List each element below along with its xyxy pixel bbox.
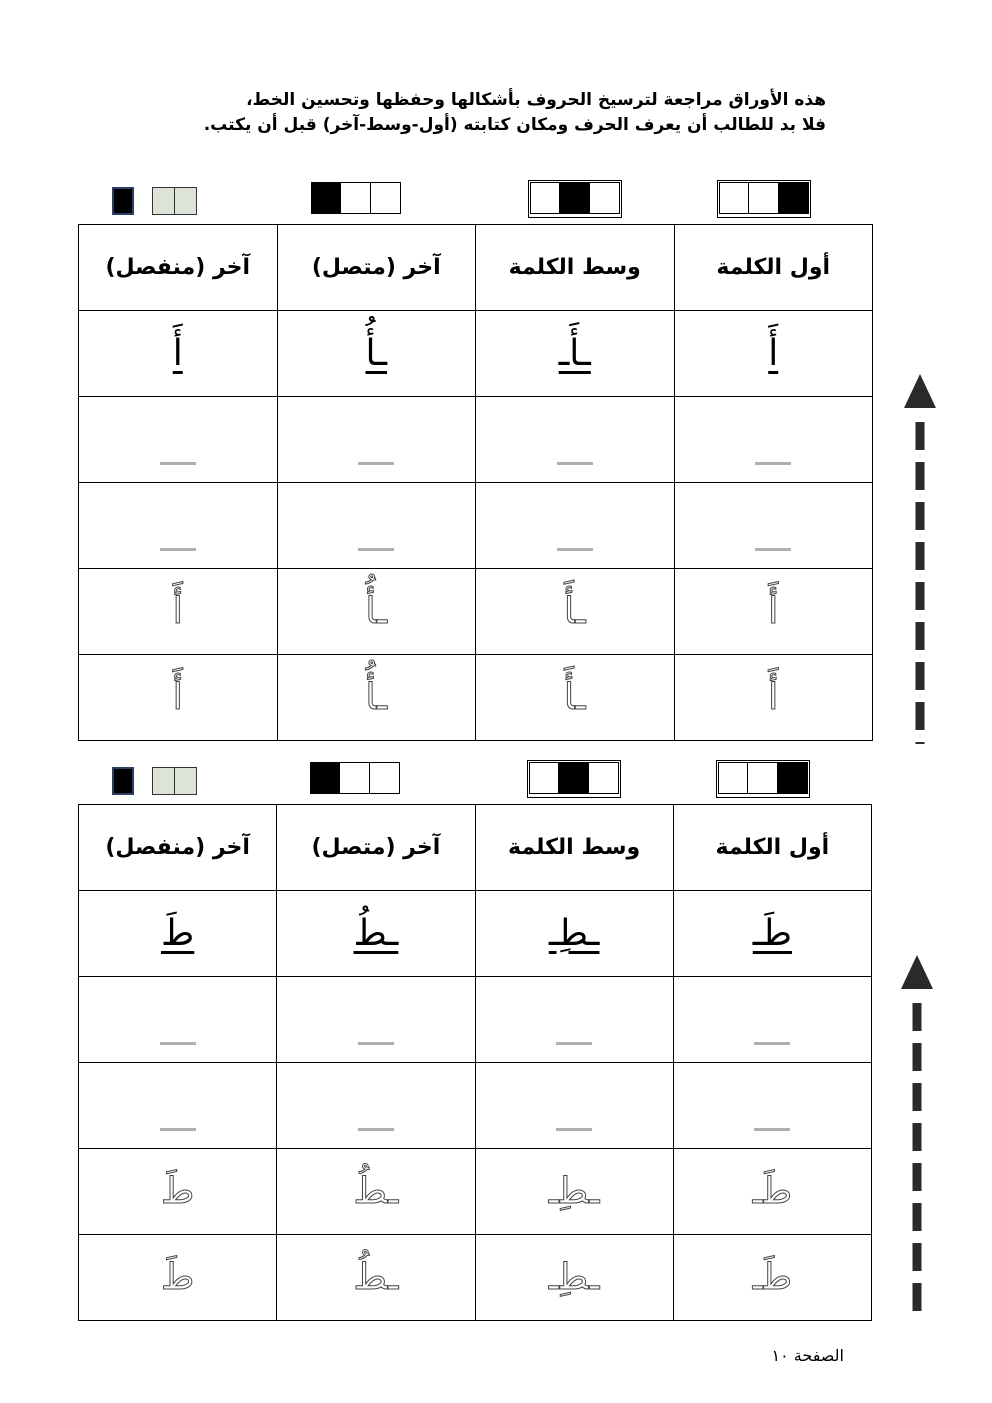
writing-cell[interactable] — [674, 483, 873, 569]
trace-letter: أَ — [172, 677, 183, 718]
writing-cell[interactable] — [79, 1063, 277, 1149]
indicator-end-connected — [311, 182, 401, 216]
dashed-up-arrow-icon — [900, 374, 940, 744]
writing-cell[interactable] — [476, 483, 675, 569]
guide-line — [358, 1042, 394, 1045]
trace-letter: أَ — [768, 677, 779, 718]
model-letter: ـطِـ — [548, 913, 600, 954]
guide-line — [358, 548, 394, 551]
indicator-isolated — [112, 764, 197, 798]
guide-line — [556, 1128, 592, 1131]
letter-table-taa — [78, 804, 872, 1321]
indicator-black-box — [112, 187, 134, 215]
header-first: أول الكلمة — [674, 225, 873, 311]
guide-line — [755, 462, 791, 465]
indicator-end-connected — [310, 762, 400, 796]
letter-table-alif — [78, 224, 873, 741]
model-letter: طَ — [160, 913, 195, 954]
trace-letter: ـطِـ — [548, 1257, 600, 1298]
writing-cell[interactable] — [277, 977, 475, 1063]
header-middle: وسط الكلمة — [476, 225, 675, 311]
writing-cell[interactable] — [673, 977, 871, 1063]
indicator-empty-boxes — [152, 187, 197, 215]
writing-cell[interactable] — [674, 397, 873, 483]
guide-line — [160, 1128, 196, 1131]
guide-line — [754, 1128, 790, 1131]
trace-row — [79, 1235, 872, 1321]
trace-letter: ـأَ — [563, 591, 586, 632]
guide-line — [556, 1042, 592, 1045]
model-row — [79, 891, 872, 977]
indicator-first — [716, 760, 810, 798]
guide-line — [557, 548, 593, 551]
writing-row — [79, 483, 873, 569]
trace-letter: طَ — [160, 1171, 195, 1212]
page-number: الصفحة ١٠ — [771, 1346, 844, 1365]
trace-letter: ـأُ — [365, 591, 387, 632]
instructions-line-2: فلا بد للطالب أن يعرف الحرف ومكان كتابته (أول-وسط-آخر) قبل أن يكتب. — [203, 115, 826, 135]
indicator-middle — [528, 180, 622, 218]
writing-cell[interactable] — [673, 1063, 871, 1149]
writing-cell[interactable] — [277, 483, 476, 569]
trace-letter: ـطُ — [353, 1257, 399, 1298]
header-end-separate: آخر (منفصل) — [79, 805, 277, 891]
model-letter: ـأُ — [365, 333, 387, 374]
writing-row — [79, 397, 873, 483]
model-letter: ـطُ — [353, 913, 399, 954]
indicator-first — [717, 180, 811, 218]
trace-letter: أَ — [172, 591, 183, 632]
indicator-isolated — [112, 184, 197, 218]
writing-cell[interactable] — [79, 397, 278, 483]
model-letter: طَـ — [752, 913, 792, 954]
guide-line — [557, 462, 593, 465]
guide-line — [160, 462, 196, 465]
dashed-up-arrow-icon — [897, 955, 937, 1320]
writing-cell[interactable] — [277, 1063, 475, 1149]
indicator-middle — [527, 760, 621, 798]
guide-line — [358, 1128, 394, 1131]
guide-line — [160, 548, 196, 551]
writing-row — [79, 1063, 872, 1149]
trace-row — [79, 1149, 872, 1235]
model-row — [79, 311, 873, 397]
guide-line — [358, 462, 394, 465]
model-letter: أَ — [172, 333, 183, 374]
instructions-line-1: هذه الأوراق مراجعة لترسيخ الحروف بأشكالها وحفظها وتحسين الخط، — [246, 90, 826, 110]
writing-cell[interactable] — [79, 483, 278, 569]
header-middle: وسط الكلمة — [475, 805, 673, 891]
trace-letter: طَ — [160, 1257, 195, 1298]
header-end-connected: آخر (متصل) — [277, 805, 475, 891]
trace-letter: ـطِـ — [548, 1171, 600, 1212]
header-end-separate: آخر (منفصل) — [79, 225, 278, 311]
writing-cell[interactable] — [79, 977, 277, 1063]
trace-letter: طَـ — [752, 1257, 792, 1298]
trace-row — [79, 655, 873, 741]
writing-cell[interactable] — [476, 397, 675, 483]
writing-row — [79, 977, 872, 1063]
trace-row — [79, 569, 873, 655]
indicator-black-box — [112, 767, 134, 795]
model-letter: أَ — [768, 333, 779, 374]
trace-letter: ـطُ — [353, 1171, 399, 1212]
guide-line — [754, 1042, 790, 1045]
writing-cell[interactable] — [475, 1063, 673, 1149]
guide-line — [755, 548, 791, 551]
instructions — [120, 88, 826, 138]
trace-letter: طَـ — [752, 1171, 792, 1212]
writing-cell[interactable] — [277, 397, 476, 483]
header-end-connected: آخر (متصل) — [277, 225, 476, 311]
trace-letter: ـأَ — [563, 677, 586, 718]
trace-letter: أَ — [768, 591, 779, 632]
trace-letter: ـأُ — [365, 677, 387, 718]
header-row — [79, 225, 873, 311]
model-letter: ـأَـ — [558, 333, 591, 374]
guide-line — [160, 1042, 196, 1045]
writing-cell[interactable] — [475, 977, 673, 1063]
header-row — [79, 805, 872, 891]
header-first: أول الكلمة — [673, 805, 871, 891]
indicator-empty-boxes — [152, 767, 197, 795]
